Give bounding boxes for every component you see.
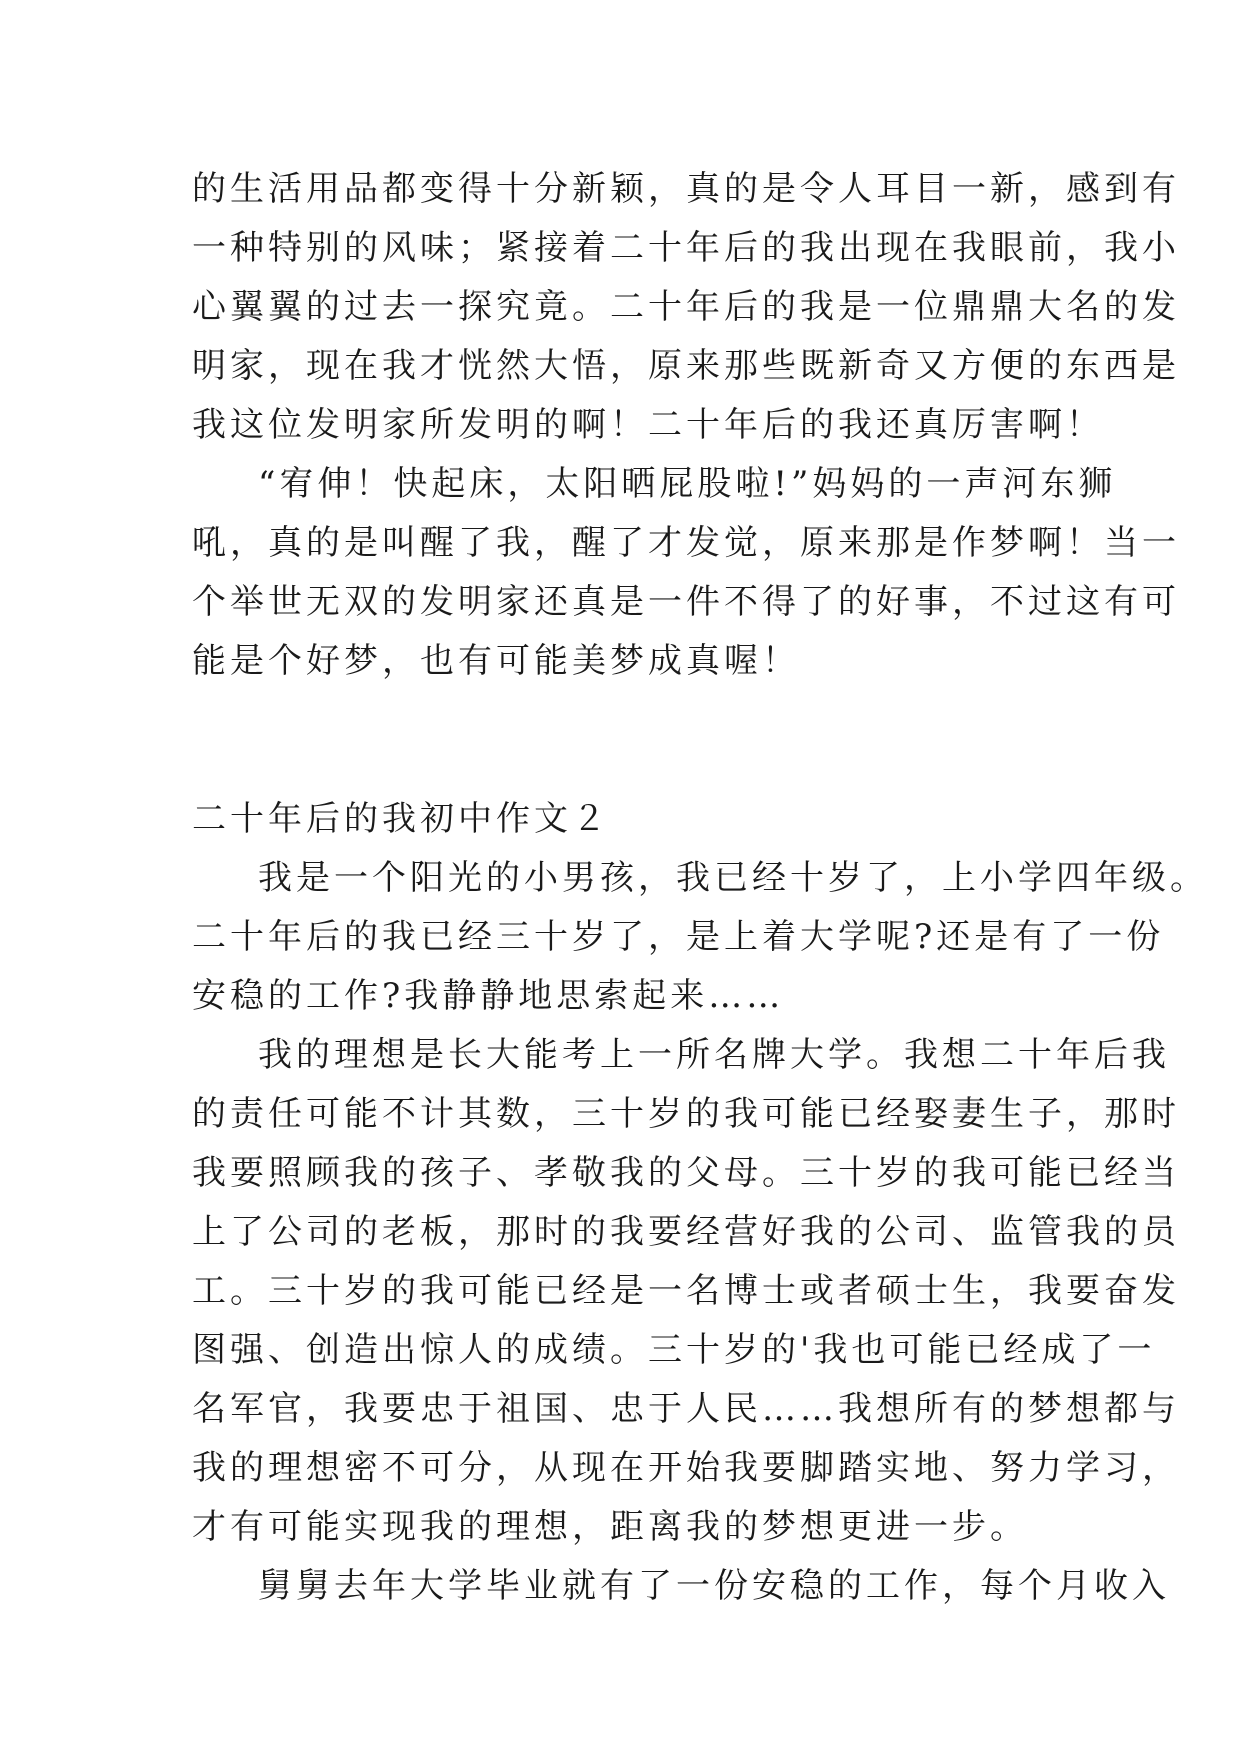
text-line: 工。三十岁的我可能已经是一名博士或者硕士生，我要奋发	[192, 1271, 1180, 1311]
document-body	[192, 160, 1208, 1616]
section-heading: 二十年后的我初中作文２	[192, 799, 610, 839]
text-line: 个举世无双的发明家还真是一件不得了的好事，不过这有可	[192, 582, 1180, 622]
text-line: 我的理想密不可分，从现在开始我要脚踏实地、努力学习，	[192, 1448, 1180, 1488]
text-line: 的责任可能不计其数，三十岁的我可能已经娶妻生子，那时	[192, 1094, 1180, 1134]
paragraph-wake-up	[192, 455, 1180, 691]
text-line: 才有可能实现我的理想，距离我的梦想更进一步。	[192, 1507, 1028, 1547]
text-line: 我是一个阳光的小男孩，我已经十岁了，上小学四年级。	[258, 858, 1208, 898]
text-line: 的生活用品都变得十分新颖，真的是令人耳目一新，感到有	[192, 169, 1180, 209]
text-line: 图强、创造出惊人的成绩。三十岁的'我也可能已经成了一	[192, 1330, 1156, 1370]
text-line: 二十年后的我已经三十岁了，是上着大学呢?还是有了一份	[192, 917, 1165, 957]
text-line: 能是个好梦，也有可能美梦成真喔！	[192, 641, 800, 681]
text-line: 名军官，我要忠于祖国、忠于人民……我想所有的梦想都与	[192, 1389, 1180, 1429]
section-gap	[192, 691, 1052, 790]
text-line: “宥伸！快起床，太阳晒屁股啦!”妈妈的一声河东狮	[258, 464, 1117, 504]
text-line: 舅舅去年大学毕业就有了一份安稳的工作，每个月收入	[258, 1566, 1170, 1606]
paragraph-ideals	[192, 1026, 1180, 1557]
text-line: 明家，现在我才恍然大悟，原来那些既新奇又方便的东西是	[192, 346, 1180, 386]
paragraph-uncle	[192, 1557, 1170, 1616]
text-line: 吼，真的是叫醒了我，醒了才发觉，原来那是作梦啊！当一	[192, 523, 1180, 563]
text-line: 我要照顾我的孩子、孝敬我的父母。三十岁的我可能已经当	[192, 1153, 1180, 1193]
text-line: 安稳的工作?我静静地思索起来……	[192, 976, 785, 1016]
text-line: 一种特别的风味；紧接着二十年后的我出现在我眼前，我小	[192, 228, 1180, 268]
paragraph-intro	[192, 849, 1208, 1026]
text-line: 上了公司的老板，那时的我要经营好我的公司、监管我的员	[192, 1212, 1180, 1252]
paragraph-continued	[192, 160, 1180, 455]
text-line: 心翼翼的过去一探究竟。二十年后的我是一位鼎鼎大名的发	[192, 287, 1180, 327]
text-line: 我这位发明家所发明的啊！二十年后的我还真厉害啊！	[192, 405, 1104, 445]
text-line: 我的理想是长大能考上一所名牌大学。我想二十年后我	[258, 1035, 1170, 1075]
